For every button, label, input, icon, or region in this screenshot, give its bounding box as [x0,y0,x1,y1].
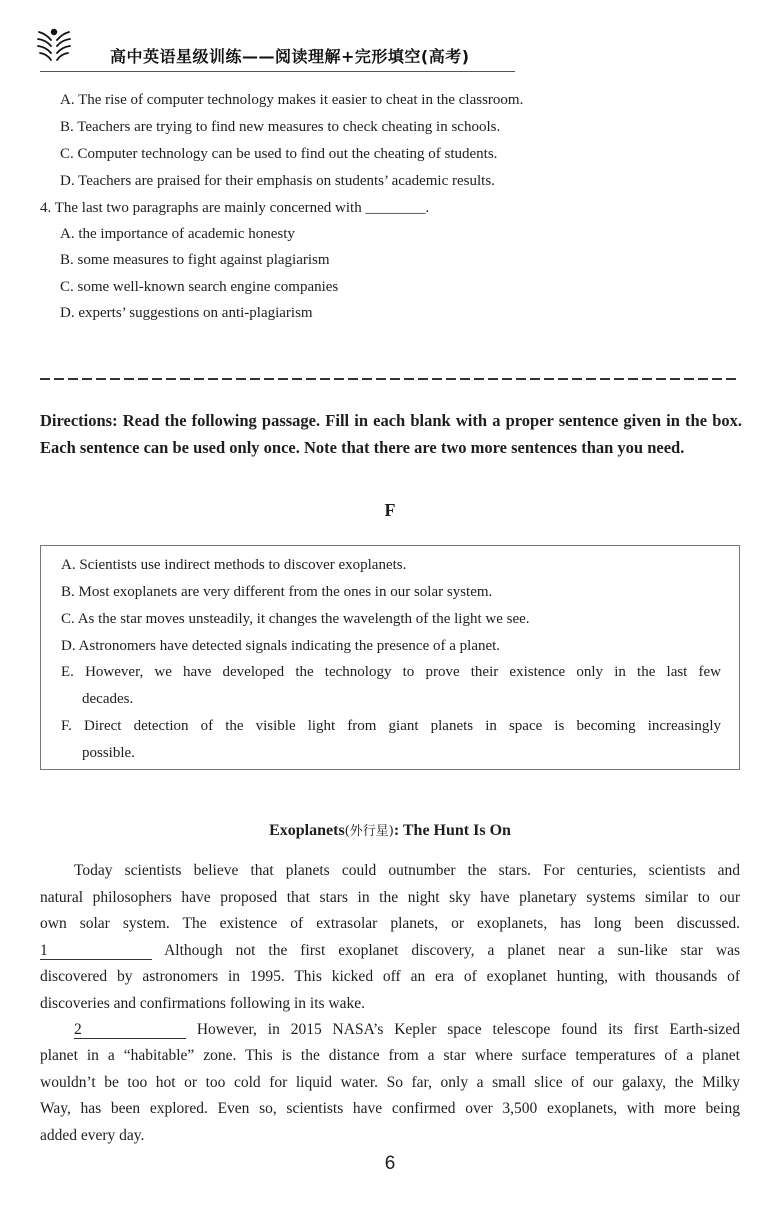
question-3-option-b: B. Teachers are trying to find new measures to check cheating in schools. [60,119,501,135]
question-3-option-d: D. Teachers are praised for their emphasis on students’ academic results. [60,173,495,189]
section-letter: F [384,500,396,520]
question-4-stem: 4. The last two paragraphs are mainly concerned with ________. [40,200,430,216]
paragraph-line: Way, has been explored. Even so, scientists have confirmed over 3,500 exoplanets, with more being [40,1100,740,1117]
paragraph-line: planet in a “habitable” zone. This is the distance from a star where surface temperatures of a planet [40,1047,740,1064]
paragraph-line-with-blank-1: 1 Although not the first exoplanet discovery, a planet near a sun-like star was [40,942,740,959]
box-option-b: B. Most exoplanets are very different from the ones in our solar system. [61,584,493,600]
question-4-option-d: D. experts’ suggestions on anti-plagiarism [60,305,313,321]
box-option-c: C. As the star moves unsteadily, it changes the wavelength of the light we see. [61,611,530,627]
paragraph-line-with-blank-2: 2 However, in 2015 NASA’s Kepler space telescope found its first Earth-sized [74,1021,740,1038]
question-3-option-a: A. The rise of computer technology makes it easier to cheat in the classroom. [60,92,524,108]
box-option-a: A. Scientists use indirect methods to discover exoplanets. [61,557,407,573]
question-4-option-b: B. some measures to fight against plagiarism [60,252,330,268]
question-4-option-a: A. the importance of academic honesty [60,226,295,242]
sentence-options-box [40,545,740,770]
passage-title: Exoplanets(外行星): The Hunt Is On [269,822,511,839]
answer-blank-1[interactable]: 1 [40,943,152,960]
book-series-title: 高中英语星级训练——阅读理解+完形填空(高考) [110,47,470,66]
answer-blank: ________ [365,200,426,216]
box-option-e-continued: decades. [82,691,134,707]
question-4-option-c: C. some well-known search engine companies [60,279,339,295]
paragraph-line: own solar system. The existence of extrasolar planets, or exoplanets, has long been discussed. [40,915,740,932]
paragraph-line: wouldn’t be too hot or too cold for liquid water. So far, only a small slice of our galaxy, the Milky [40,1074,740,1091]
paragraph-line: Today scientists believe that planets could outnumber the stars. For centuries, scientists and [74,862,740,879]
paragraph-line: natural philosophers have proposed that stars in the night sky have planetary systems similar to our [40,889,740,906]
directions-text: Directions: Read the following passage. Fill in each blank with a proper sentence given in the box. Each sentence can be used only once. Note that there are two more sentences than you need. [40,411,742,457]
box-option-e: E. However, we have developed the technology to prove their existence only in the last few [61,664,722,680]
box-option-f-continued: possible. [82,745,135,761]
box-option-f: F. Direct detection of the visible light from giant planets in space is becoming increasingly [61,718,721,734]
page-number: 6 [384,1153,396,1174]
paragraph-line: added every day. [40,1127,145,1144]
paragraph-line: discoveries and confirmations following in its wake. [40,995,366,1012]
paragraph-line: discovered by astronomers in 1995. This kicked off an era of exoplanet hunting, with thousands of [40,968,740,985]
section-divider-dashed [40,378,738,380]
header-divider [40,71,515,72]
open-book-star-logo-icon [36,26,72,68]
answer-blank-2[interactable]: 2 [74,1022,186,1039]
question-3-option-c: C. Computer technology can be used to find out the cheating of students. [60,146,498,162]
box-option-d: D. Astronomers have detected signals indicating the presence of a planet. [61,638,501,654]
